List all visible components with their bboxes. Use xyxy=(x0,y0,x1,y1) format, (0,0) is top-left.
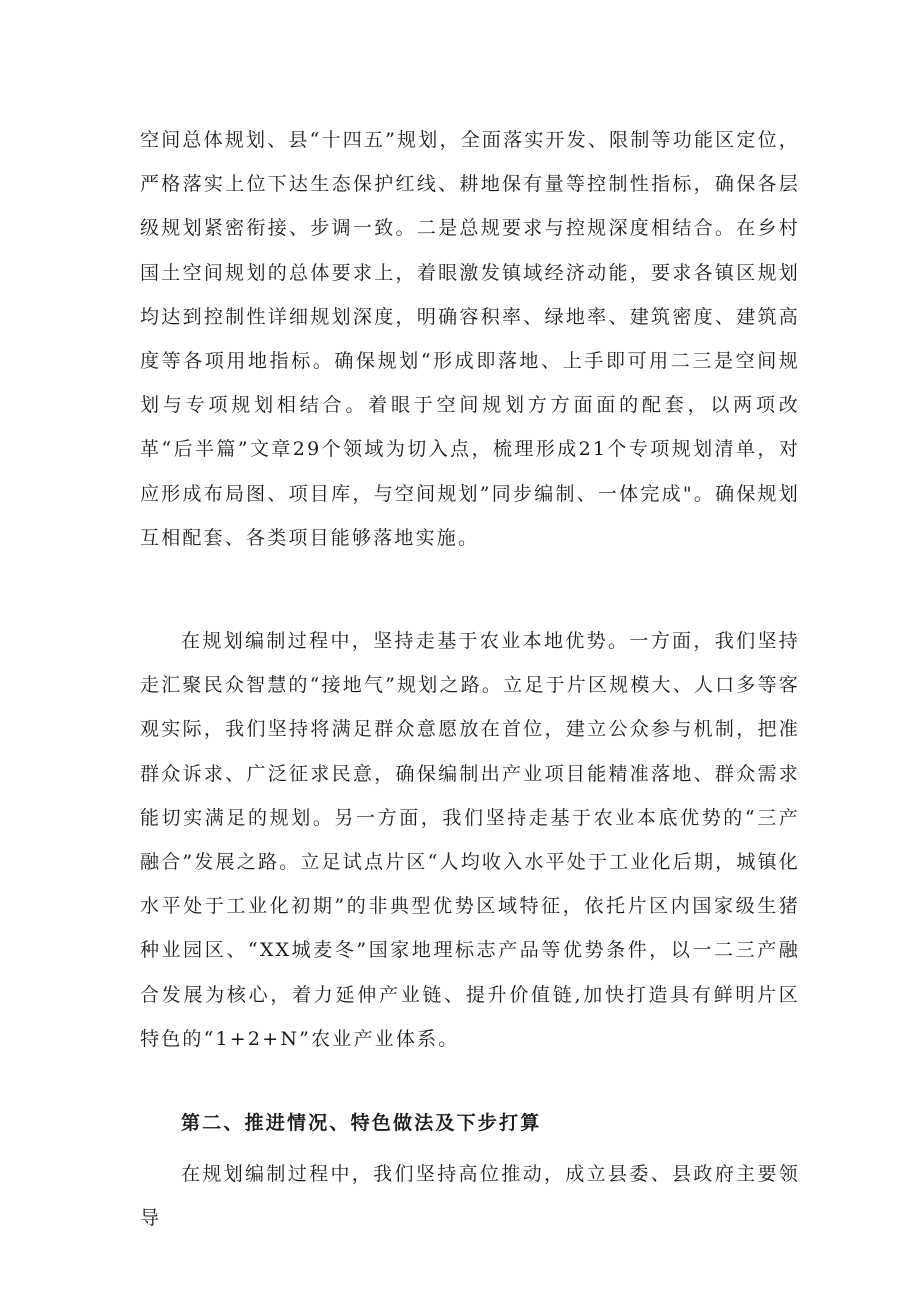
paragraph-high-level-push: 在规划编制过程中，我们坚持高位推动，成立县委、县政府主要领导 xyxy=(140,1163,800,1230)
paragraph-local-advantage: 在规划编制过程中，坚持走基于农业本地优势。一方面，我们坚持走汇聚民众智慧的“接地气”规划之路。立足于片区规模大、人口多等客观实际，我们坚持将满足群众意愿放在首位，建立公众参与机制，把准群众诉求、广泛征求民意，确保编制出产业项目能精准落地、群众需求能切实满足的规划。另一方面，我们坚持走基于农业本底优势的“三产融合”发展之路。立足试点片区“人均收入水平处于工业化后期，城镇化水平处于工业化初期”的非典型优势区域特征，依托片区内国家级生猪种业园区、“XX城麦冬”国家地理标志产品等优势条件，以一二三产融合发展为核心，着力延伸产业链、提升价值链,加快打造具有鲜明片区特色的“1+2+N”农业产业体系。 xyxy=(140,630,800,1050)
section-heading: 第二、推进情况、特色做法及下步打算 xyxy=(181,1112,542,1134)
paragraph-planning-integration: 空间总体规划、县“十四五”规划，全面落实开发、限制等功能区定位，严格落实上位下达生态保护红线、耕地保有量等控制性指标，确保各层级规划紧密衔接、步调一致。二是总规要求与控规深度相结合。在乡村国土空间规划的总体要求上，着眼激发镇域经济动能，要求各镇区规划均达到控制性详细规划深度，明确容积率、绿地率、建筑密度、建筑高度等各项用地指标。确保规划“形成即落地、上手即可用二三是空间规划与专项规划相结合。着眼于空间规划方方面面的配套，以两项改革“后半篇”文章29个领域为切入点，梳理形成21个专项规划清单，对应形成布局图、项目库，与空间规划”同步编制、一体完成"。确保规划互相配套、各类项目能够落地实施。 xyxy=(140,129,800,549)
